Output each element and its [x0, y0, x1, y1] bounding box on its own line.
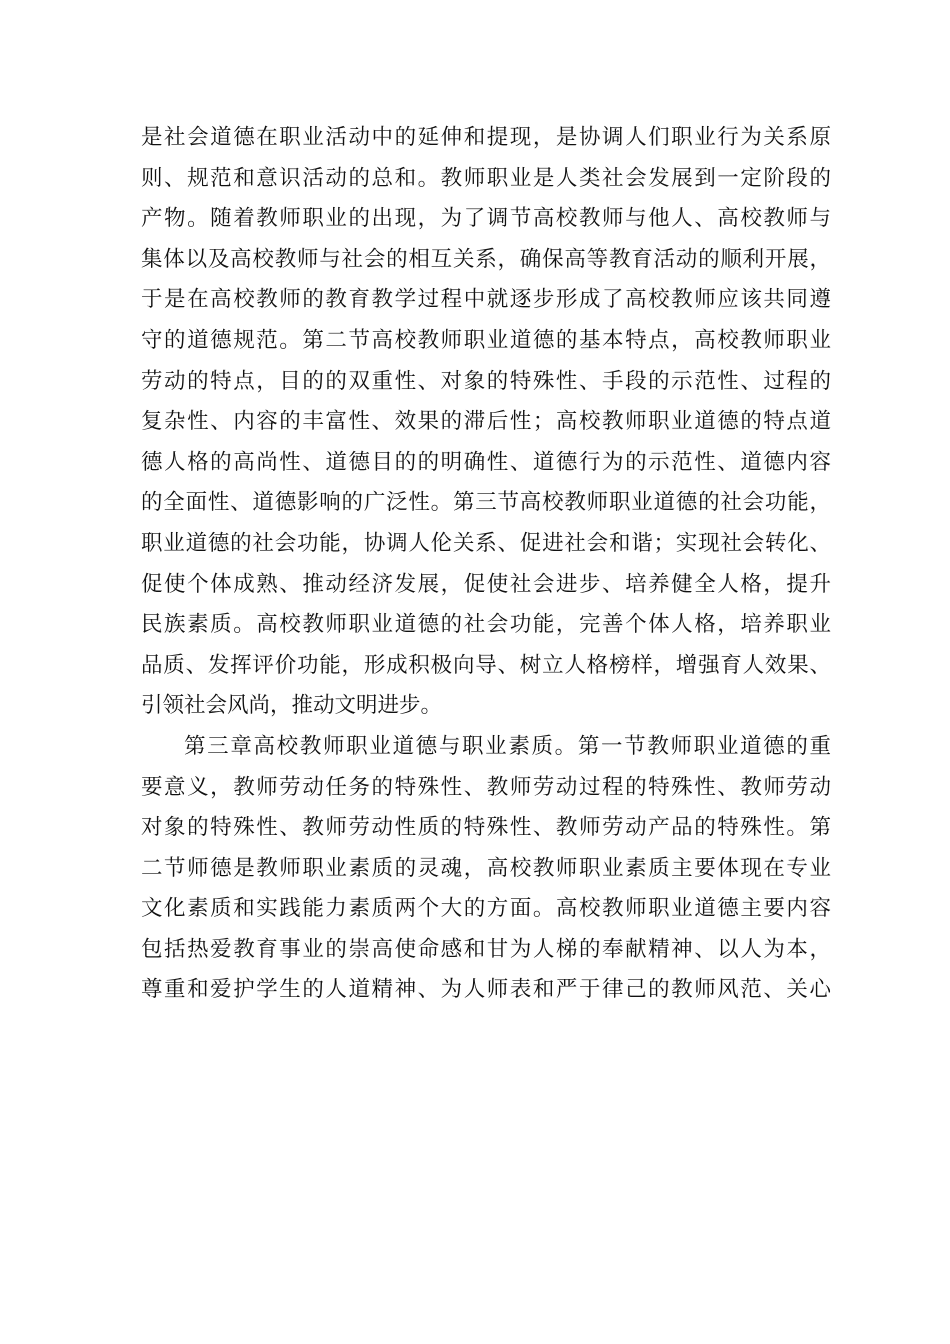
text-line: 民族素质。高校教师职业道德的社会功能，完善个体人格，培养职业 [141, 612, 831, 638]
text-line: 于是在高校教师的教育教学过程中就逐步形成了高校教师应该共同遵 [141, 287, 831, 313]
text-line: 要意义，教师劳动任务的特殊性、教师劳动过程的特殊性、教师劳动 [141, 774, 831, 800]
text-line: 德人格的高尚性、道德目的的明确性、道德行为的示范性、道德内容 [141, 449, 831, 475]
text-line: 对象的特殊性、教师劳动性质的特殊性、教师劳动产品的特殊性。第 [141, 815, 831, 841]
text-line: 品质、发挥评价功能，形成积极向导、树立人格榜样，增强育人效果、 [141, 652, 831, 678]
text-line: 引领社会风尚，推动文明进步。 [141, 693, 443, 719]
text-line: 第三章高校教师职业道德与职业素质。第一节教师职业道德的重 [184, 733, 831, 759]
text-line: 文化素质和实践能力素质两个大的方面。高校教师职业道德主要内容 [141, 896, 831, 922]
text-line: 促使个体成熟、推动经济发展，促使社会进步、培养健全人格，提升 [141, 571, 831, 597]
paragraph-1 [141, 118, 831, 727]
text-line: 产物。随着教师职业的出现，为了调节高校教师与他人、高校教师与 [141, 206, 831, 232]
text-line: 包括热爱教育事业的崇高使命感和甘为人梯的奉献精神、以人为本， [141, 936, 831, 962]
text-line: 尊重和爱护学生的人道精神、为人师表和严于律己的教师风范、关心 [141, 977, 831, 1003]
text-line: 集体以及高校教师与社会的相互关系，确保高等教育活动的顺利开展， [141, 246, 831, 272]
text-line: 守的道德规范。第二节高校教师职业道德的基本特点，高校教师职业 [141, 327, 831, 353]
text-line: 是社会道德在职业活动中的延伸和提现，是协调人们职业行为关系原 [141, 125, 831, 150]
paragraph-2 [141, 727, 831, 1011]
text-line: 则、规范和意识活动的总和。教师职业是人类社会发展到一定阶段的 [141, 165, 831, 191]
body-text [141, 118, 831, 1011]
text-line: 劳动的特点，目的的双重性、对象的特殊性、手段的示范性、过程的 [141, 368, 831, 394]
text-line: 职业道德的社会功能，协调人伦关系、促进社会和谐；实现社会转化、 [141, 530, 831, 556]
text-line: 的全面性、道德影响的广泛性。第三节高校教师职业道德的社会功能， [141, 490, 831, 516]
text-line: 复杂性、内容的丰富性、效果的滞后性；高校教师职业道德的特点道 [141, 409, 831, 435]
text-line: 二节师德是教师职业素质的灵魂，高校教师职业素质主要体现在专业 [141, 855, 831, 881]
